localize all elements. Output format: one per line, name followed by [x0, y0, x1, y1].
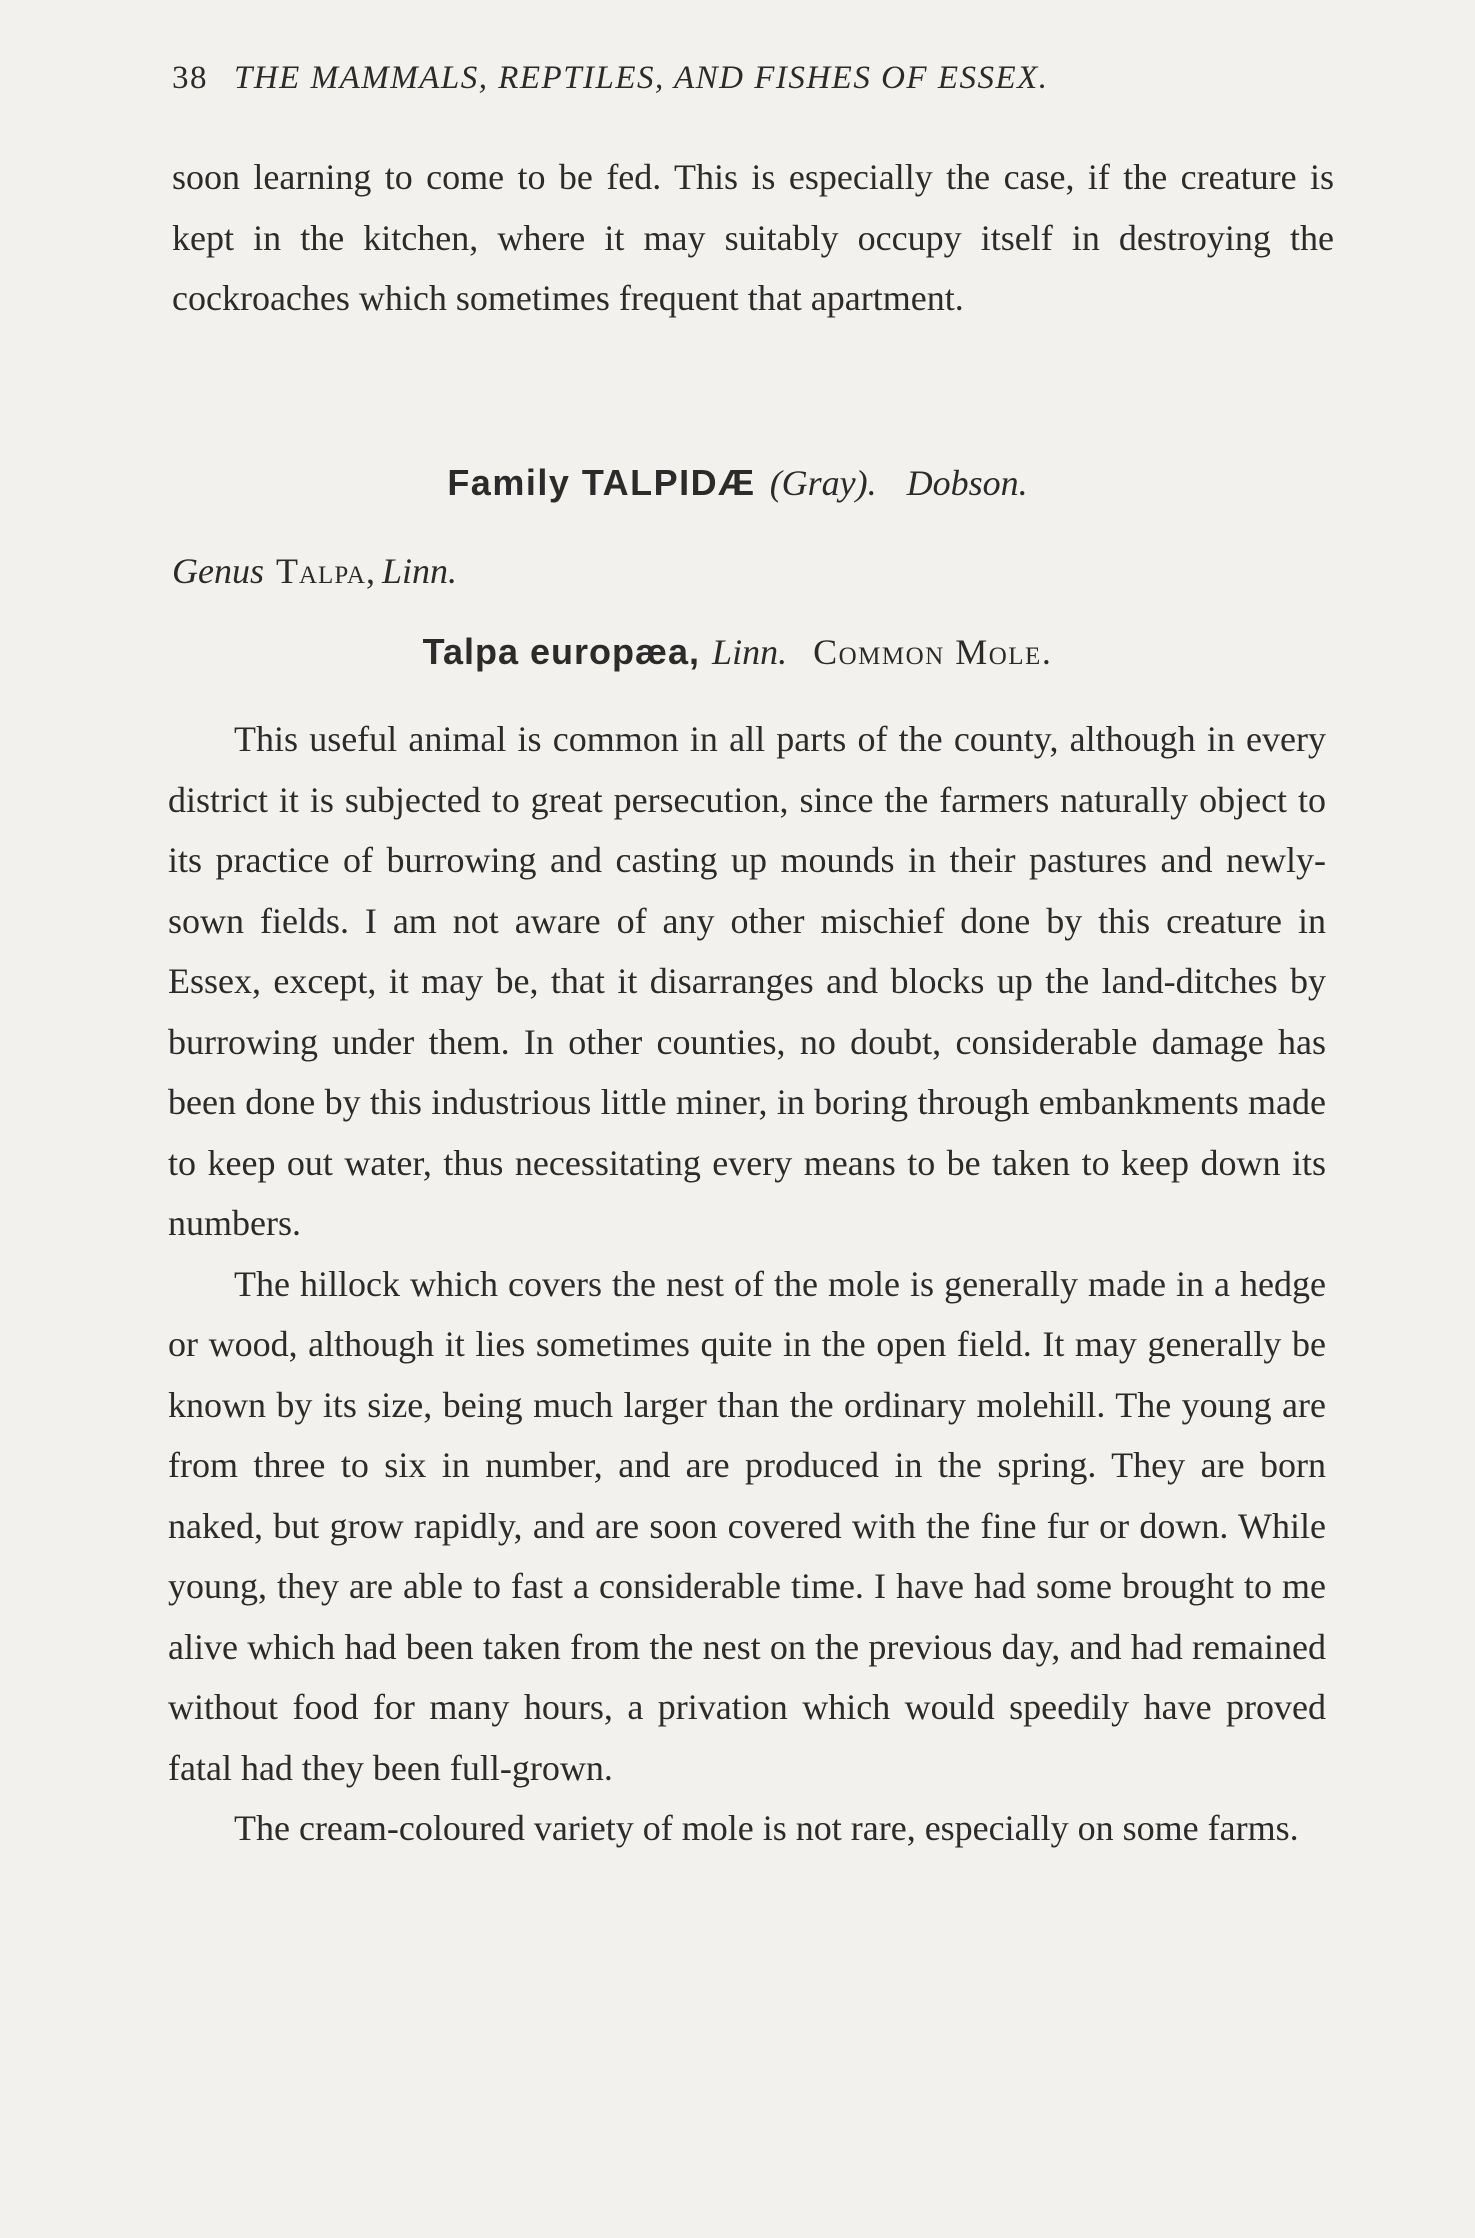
body-paragraph: The hillock which covers the nest of the mole is generally made in a hedge or wood, although it lies sometimes quite in the open field. It may generally be known by its size, being much larger than the ordinary molehill. The young are from three to six in number, and are produced in the spring. They are born naked, but grow rapidly, and are soon covered with the fine fur or down. While young, they are able to fast a considerable time. I have had some brought to me alive which had been taken from the nest on the previous day, and had remained without food for many hours, a privation which would speedily have proved fatal had they been full-grown. — [168, 1263, 1326, 1788]
genus-label: Genus — [172, 551, 264, 591]
species-authority: Linn. — [712, 632, 788, 672]
species-name: Talpa europæa, — [422, 631, 701, 672]
family-authority: (Gray). — [769, 463, 877, 503]
running-title: THE MAMMALS, REPTILES, AND FISHES OF ESSEX. — [234, 60, 1049, 96]
species-common-name: Common Mole. — [813, 632, 1053, 672]
intro-paragraph: soon learning to come to be fed. This is especially the case, if the creature is kept in the kitchen, where it may suitably occupy itself in destroying the cockroaches which sometimes frequent that apartment. — [172, 157, 1334, 318]
running-head — [172, 60, 1272, 97]
genus-heading — [172, 550, 457, 592]
family-heading — [0, 462, 1475, 504]
body-paragraph: This useful animal is common in all parts of the county, although in every district it is subjected to great persecution, since the farmers naturally object to its practice of burrowing and casting up mounds in their pastures and newly-sown fields. I am not aware of any other mischief done by this creature in Essex, except, it may be, that it disarranges and blocks up the land-ditches by burrowing under them. In other counties, no doubt, considerable damage has been done by this industrious little miner, in boring through embankments made to keep out water, thus necessitating every means to be taken to keep down its numbers. — [168, 719, 1326, 1243]
body-paragraph: The cream-coloured variety of mole is not rare, especially on some farms. — [234, 1808, 1299, 1848]
genus-authority: Linn. — [381, 551, 458, 591]
species-heading — [0, 631, 1475, 673]
body-text-block — [168, 709, 1326, 1859]
family-authority-secondary: Dobson. — [906, 463, 1028, 503]
genus-name: Talpa, — [276, 551, 376, 591]
intro-text-block — [172, 147, 1334, 329]
page-number: 38 — [172, 60, 208, 96]
family-name: Family TALPIDÆ — [447, 462, 756, 503]
